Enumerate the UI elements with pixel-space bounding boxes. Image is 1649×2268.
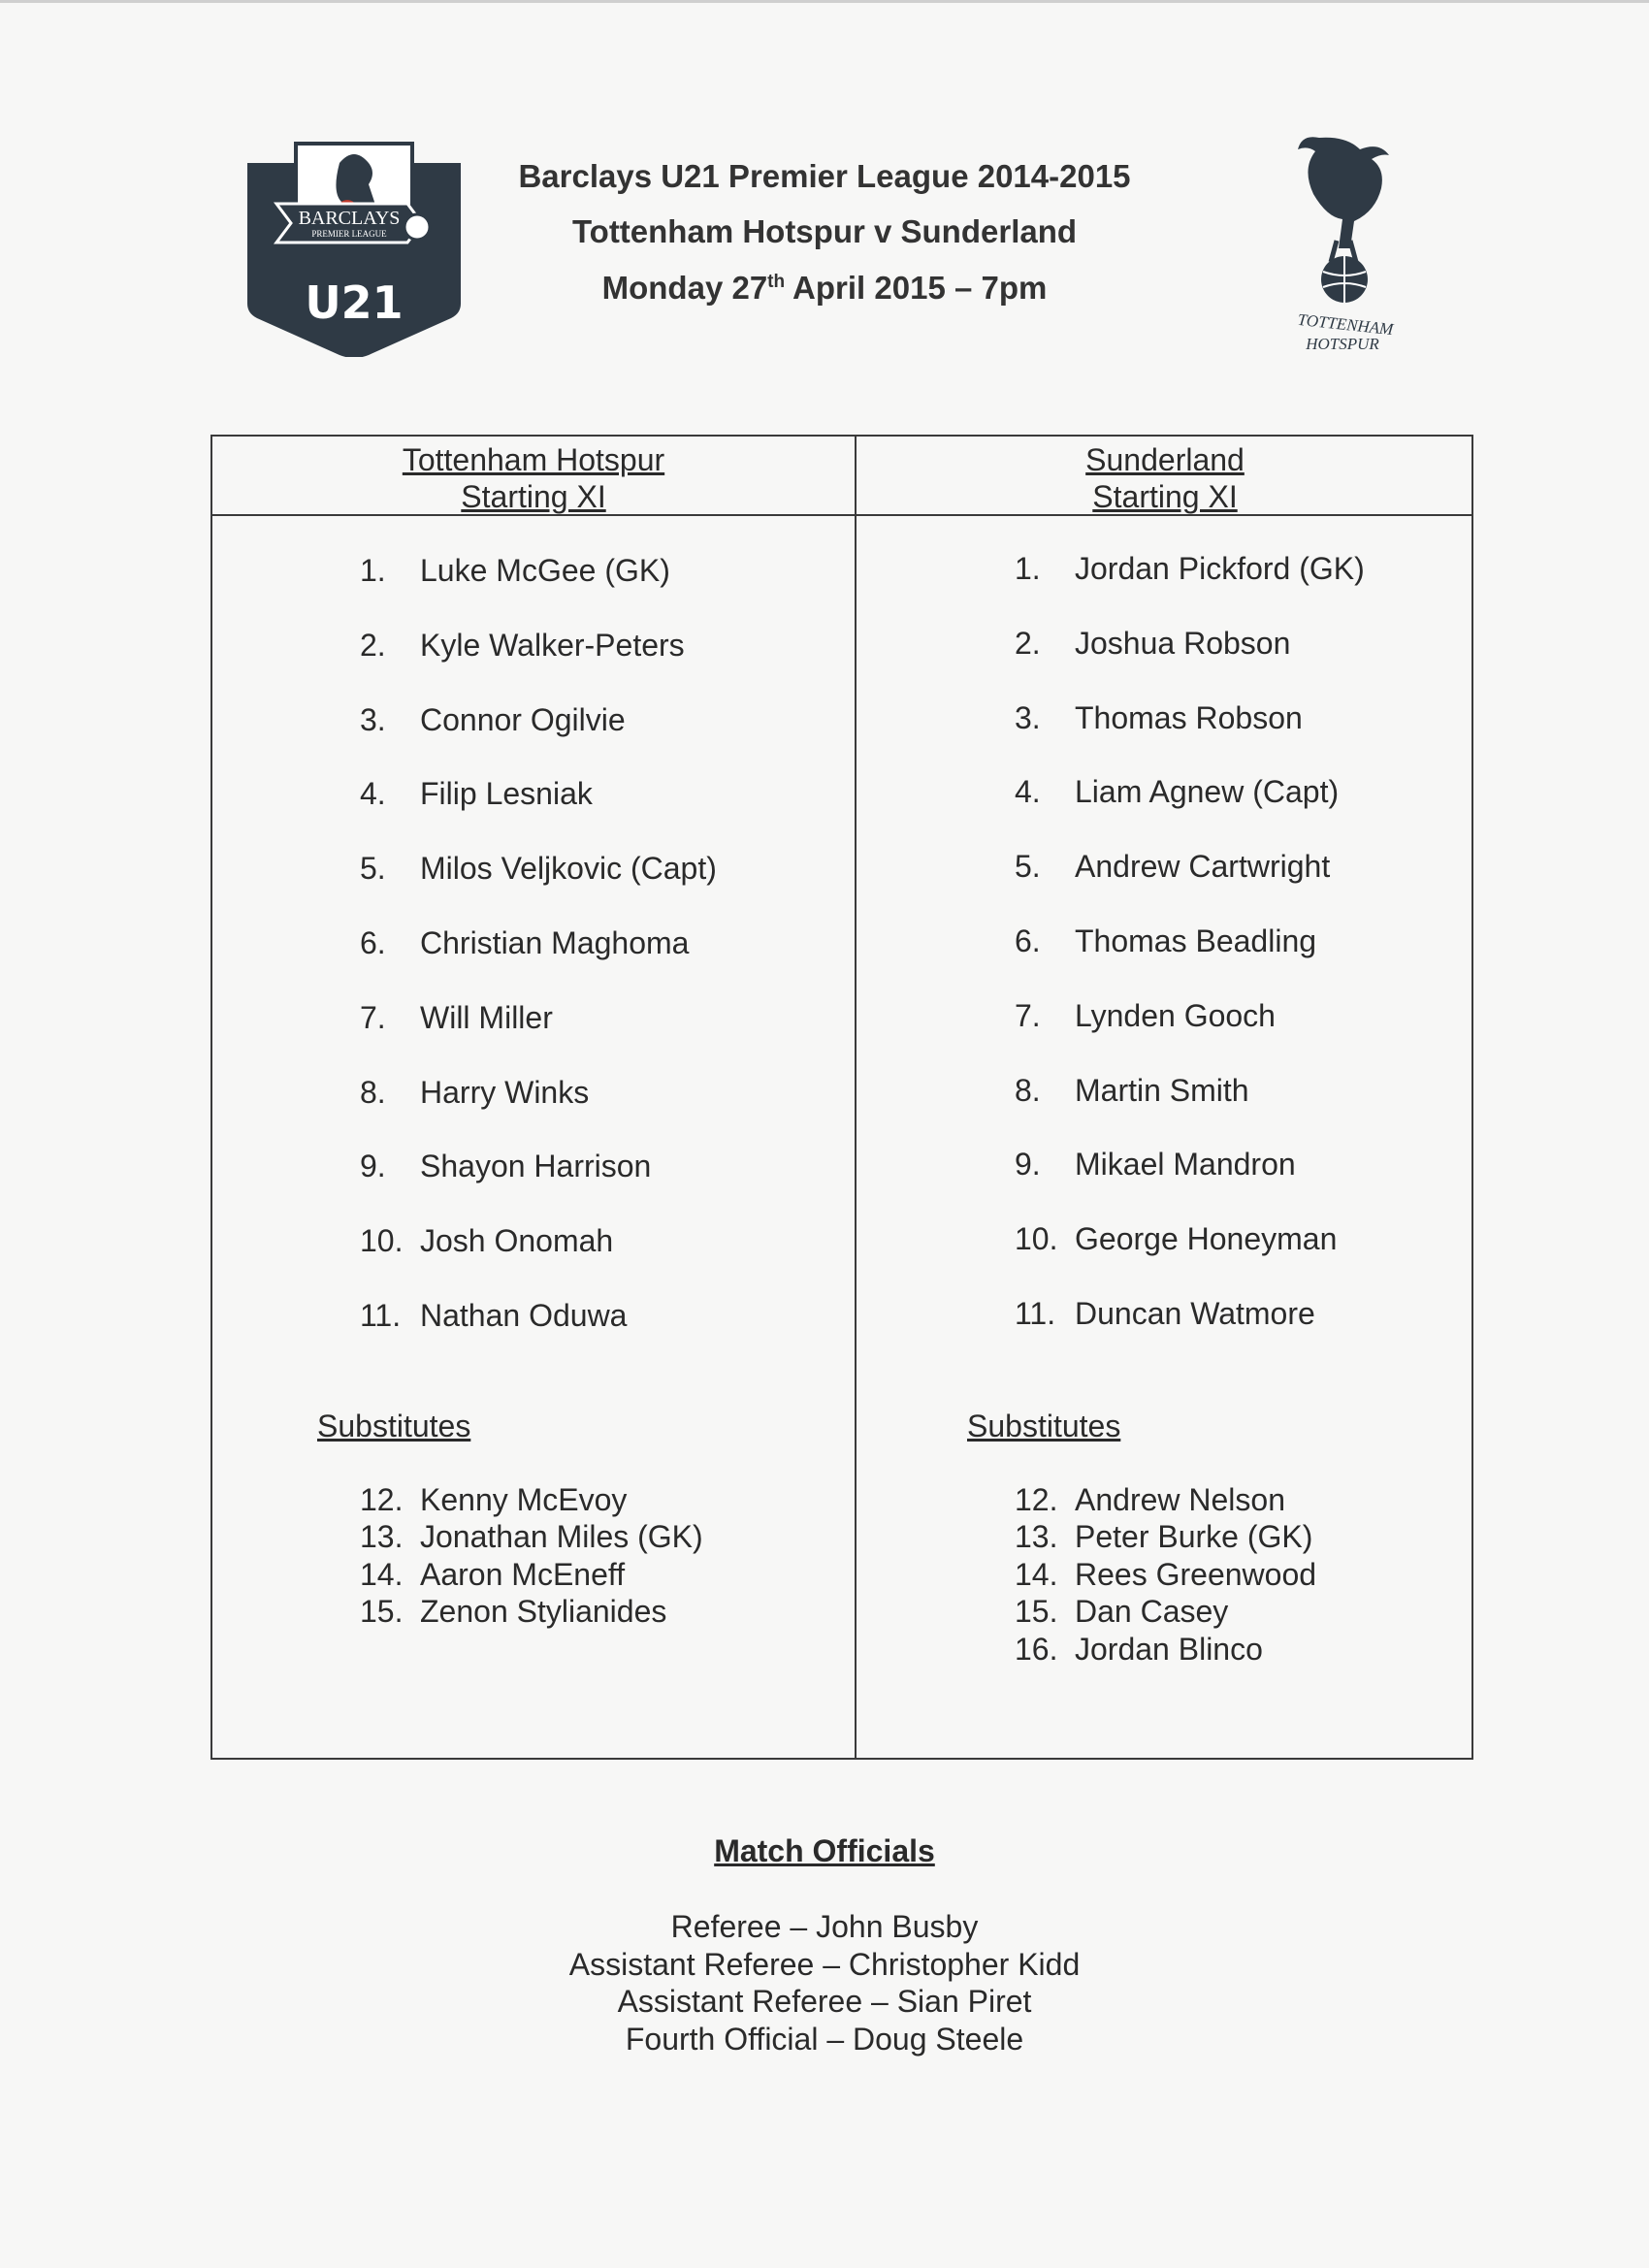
pl-logo-text-premier-league: PREMIER LEAGUE xyxy=(311,229,387,239)
home-substitute-number: 12. xyxy=(360,1482,404,1517)
away-substitute-number: 14. xyxy=(1015,1556,1058,1592)
away-team-header xyxy=(857,441,1473,515)
official-line: Assistant Referee – Christopher Kidd xyxy=(568,1946,1081,1982)
home-player-row xyxy=(360,553,670,589)
official-line: Referee – John Busby xyxy=(670,1909,979,1944)
home-team-header xyxy=(212,441,855,515)
away-player-number: 1. xyxy=(1015,551,1041,586)
away-player-name: Duncan Watmore xyxy=(1075,1296,1315,1331)
home-substitute-number: 13. xyxy=(360,1519,404,1555)
away-player-name: Andrew Cartwright xyxy=(1075,849,1331,885)
home-substitute-name: Zenon Stylianides xyxy=(420,1594,667,1630)
away-substitute-name: Peter Burke (GK) xyxy=(1075,1519,1313,1555)
away-player-number: 11. xyxy=(1015,1296,1056,1331)
away-player-name: Thomas Robson xyxy=(1075,699,1303,735)
home-player-number: 4. xyxy=(360,776,386,812)
away-player-row xyxy=(1015,551,1365,587)
away-player-number: 6. xyxy=(1015,923,1041,958)
away-substitute-row xyxy=(1015,1482,1285,1518)
away-player-row xyxy=(1015,1073,1249,1109)
home-player-name: Filip Lesniak xyxy=(420,776,593,812)
column-divider xyxy=(855,437,857,1758)
away-player-name: Jordan Pickford (GK) xyxy=(1075,551,1365,586)
away-substitute-name: Rees Greenwood xyxy=(1075,1556,1317,1592)
away-substitute-name: Dan Casey xyxy=(1075,1594,1229,1630)
home-player-number: 1. xyxy=(360,553,386,588)
away-player-row xyxy=(1015,1221,1337,1257)
page-edge xyxy=(0,0,1649,3)
away-substitute-number: 15. xyxy=(1015,1594,1058,1630)
home-substitute-row xyxy=(360,1519,703,1555)
home-player-row xyxy=(360,776,593,812)
home-player-number: 11. xyxy=(360,1298,402,1333)
away-substitute-row xyxy=(1015,1557,1316,1593)
home-player-row xyxy=(360,1075,589,1111)
match-date-rest: April 2015 – 7pm xyxy=(785,270,1048,306)
spurs-logo-text-tottenham: TOTTENHAM xyxy=(1296,309,1395,340)
home-player-name: Harry Winks xyxy=(420,1074,590,1110)
home-player-number: 6. xyxy=(360,925,386,960)
match-date xyxy=(0,270,1649,307)
home-substitute-number: 15. xyxy=(360,1594,404,1630)
away-substitutes-title: Substitutes xyxy=(967,1409,1121,1443)
home-player-row xyxy=(360,702,626,738)
away-team-name: Sunderland xyxy=(1085,442,1245,477)
away-substitute-name: Andrew Nelson xyxy=(1075,1482,1285,1517)
away-player-number: 3. xyxy=(1015,699,1041,735)
home-player-number: 7. xyxy=(360,999,386,1035)
away-player-row xyxy=(1015,700,1303,736)
home-substitute-name: Jonathan Miles (GK) xyxy=(420,1519,703,1555)
away-player-number: 7. xyxy=(1015,997,1041,1033)
home-player-row xyxy=(360,925,689,961)
away-substitute-name: Jordan Blinco xyxy=(1075,1631,1263,1667)
away-player-row xyxy=(1015,774,1339,810)
home-starting-label: Starting XI xyxy=(461,479,606,514)
home-substitute-row xyxy=(360,1482,627,1518)
home-player-row xyxy=(360,628,685,664)
home-substitute-name: Kenny McEvoy xyxy=(420,1482,628,1517)
away-player-row xyxy=(1015,1296,1315,1332)
home-substitute-number: 14. xyxy=(360,1556,404,1592)
home-player-row xyxy=(360,1149,651,1184)
away-starting-label: Starting XI xyxy=(1092,479,1238,514)
competition-title: Barclays U21 Premier League 2014-2015 xyxy=(518,158,1131,194)
home-player-number: 8. xyxy=(360,1074,386,1110)
away-substitute-row xyxy=(1015,1632,1263,1668)
away-player-number: 9. xyxy=(1015,1147,1041,1183)
away-player-number: 5. xyxy=(1015,849,1041,885)
away-player-name: Mikael Mandron xyxy=(1075,1147,1296,1183)
match-date-prefix: Monday 27 xyxy=(601,270,768,306)
home-substitute-row xyxy=(360,1594,666,1630)
home-substitute-name: Aaron McEneff xyxy=(420,1556,626,1592)
home-substitute-row xyxy=(360,1557,625,1593)
home-player-number: 2. xyxy=(360,627,386,663)
away-player-name: Thomas Beadling xyxy=(1075,923,1317,958)
fixture-title: Tottenham Hotspur v Sunderland xyxy=(571,213,1078,249)
away-substitute-row xyxy=(1015,1594,1228,1630)
away-player-number: 10. xyxy=(1015,1221,1058,1257)
home-player-name: Connor Ogilvie xyxy=(420,701,626,737)
pl-logo-text-barclays: BARCLAYS xyxy=(298,208,401,229)
home-player-name: Josh Onomah xyxy=(420,1223,614,1259)
away-substitute-number: 16. xyxy=(1015,1631,1058,1667)
pl-logo-text-u21: U21 xyxy=(305,276,404,329)
lineup-table xyxy=(210,435,1473,1760)
home-player-row xyxy=(360,1000,553,1036)
away-substitute-row xyxy=(1015,1519,1312,1555)
home-player-row xyxy=(360,851,717,887)
home-player-row xyxy=(360,1223,613,1259)
spurs-logo-text-hotspur: HOTSPUR xyxy=(1306,335,1379,353)
home-player-name: Nathan Oduwa xyxy=(420,1298,628,1333)
home-player-number: 5. xyxy=(360,851,386,887)
away-player-row xyxy=(1015,1147,1296,1183)
home-player-name: Will Miller xyxy=(420,999,553,1035)
home-player-name: Kyle Walker-Peters xyxy=(420,627,685,663)
official-line: Fourth Official – Doug Steele xyxy=(625,2021,1024,2057)
away-player-name: Liam Agnew (Capt) xyxy=(1075,774,1340,810)
home-player-number: 3. xyxy=(360,701,386,737)
away-player-row xyxy=(1015,849,1330,885)
away-player-row xyxy=(1015,626,1290,662)
home-player-name: Luke McGee (GK) xyxy=(420,553,670,588)
away-player-number: 8. xyxy=(1015,1072,1041,1108)
home-player-name: Shayon Harrison xyxy=(420,1149,652,1184)
home-substitutes-title: Substitutes xyxy=(317,1409,471,1443)
home-player-number: 9. xyxy=(360,1149,386,1184)
away-player-row xyxy=(1015,998,1276,1034)
away-player-number: 4. xyxy=(1015,774,1041,810)
home-player-name: Christian Maghoma xyxy=(420,925,690,960)
home-team-name: Tottenham Hotspur xyxy=(402,442,665,477)
away-substitute-number: 13. xyxy=(1015,1519,1058,1555)
away-player-name: George Honeyman xyxy=(1075,1221,1338,1257)
away-player-name: Lynden Gooch xyxy=(1075,997,1276,1033)
away-substitute-number: 12. xyxy=(1015,1482,1058,1517)
match-date-suffix-sup: th xyxy=(767,272,786,292)
away-player-name: Joshua Robson xyxy=(1075,625,1291,661)
away-player-name: Martin Smith xyxy=(1075,1072,1249,1108)
away-player-number: 2. xyxy=(1015,625,1041,661)
match-officials-title: Match Officials xyxy=(714,1833,935,1868)
away-player-row xyxy=(1015,923,1316,959)
home-player-number: 10. xyxy=(360,1223,404,1259)
official-line: Assistant Referee – Sian Piret xyxy=(617,1984,1032,2019)
home-player-name: Milos Veljkovic (Capt) xyxy=(420,851,717,887)
home-player-row xyxy=(360,1298,627,1334)
